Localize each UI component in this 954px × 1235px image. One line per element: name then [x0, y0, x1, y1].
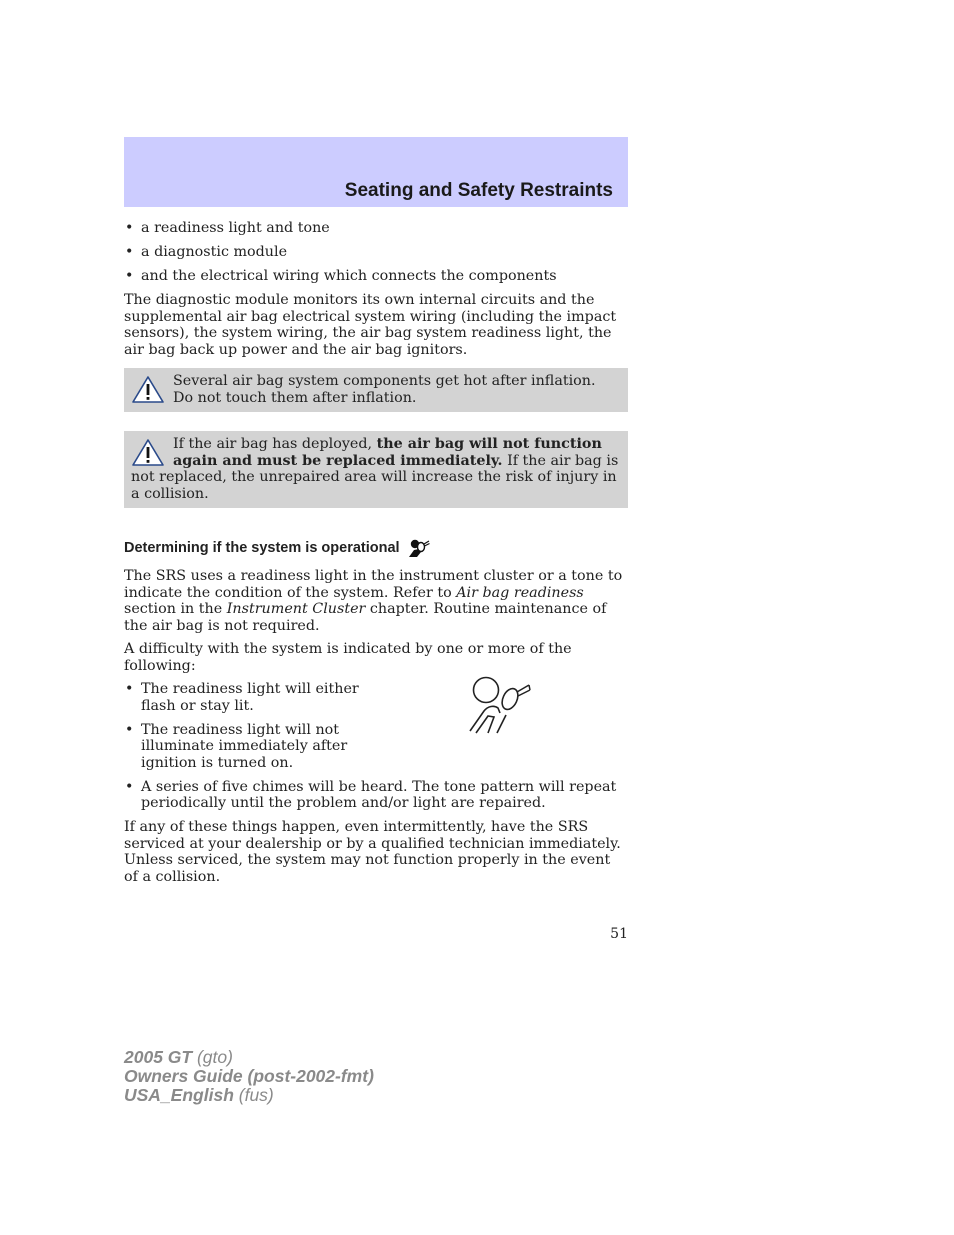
list-item: • The readiness light will not illuminate immediately after ignition is turned on. — [124, 722, 360, 772]
warning-text: If the air bag has deployed, the air bag will not function again and must be replaced immediately. If the air bag is not replaced, the unrepaired area will increase the risk of injury in a collision. — [131, 436, 619, 502]
document-footer — [124, 1048, 374, 1105]
section-heading: Determining if the system is operational — [124, 538, 628, 558]
warning-box — [124, 368, 628, 412]
warning-triangle-icon — [131, 438, 165, 468]
main-content — [124, 220, 628, 892]
footer-line: 2005 GT (gto) — [124, 1047, 233, 1067]
page-title: Seating and Safety Restraints — [344, 180, 613, 201]
warning-triangle-icon — [131, 375, 165, 405]
footer-line: USA_English (fus) — [124, 1085, 274, 1105]
symptom-bullet-list-continued — [124, 779, 628, 812]
airbag-icon — [406, 538, 430, 558]
header-band — [124, 137, 628, 207]
paragraph: If any of these things happen, even intermittently, have the SRS serviced at your dealership or by a qualified technician immediately. Unless serviced, the system may not function properly in the event of a collision. — [124, 819, 621, 885]
intro-bullet-list — [124, 220, 628, 285]
list-item: • a diagnostic module — [124, 244, 628, 261]
list-item: • and the electrical wiring which connects the components — [124, 268, 628, 285]
warning-text: Several air bag system components get hot after inflation. Do not touch them after inflation. — [173, 373, 596, 406]
bullets-with-illustration — [124, 681, 628, 779]
paragraph: The diagnostic module monitors its own internal circuits and the supplemental air bag electrical system wiring (including the impact sensors), the system wiring, the air bag system readiness light, the air bag back up power and the air bag ignitors. — [124, 292, 617, 358]
illustration-area — [360, 681, 628, 779]
paragraph: A difficulty with the system is indicated by one or more of the following: — [124, 641, 572, 674]
list-item: • A series of five chimes will be heard. The tone pattern will repeat periodically until the problem and/or light are repaired. — [124, 779, 628, 812]
footer-line: Owners Guide (post-2002-fmt) — [124, 1066, 374, 1086]
warning-box — [124, 431, 628, 508]
page-number: 51 — [610, 926, 628, 942]
symptom-bullet-list — [124, 681, 360, 779]
list-item: • The readiness light will either flash or stay lit. — [124, 681, 360, 714]
list-item: • a readiness light and tone — [124, 220, 628, 237]
paragraph: The SRS uses a readiness light in the instrument cluster or a tone to indicate the condition of the system. Refer to Air bag readiness section in the Instrument Cluster chapter. Routine maintenance of the air bag is not required. — [124, 568, 623, 634]
airbag-readiness-icon — [466, 675, 532, 735]
